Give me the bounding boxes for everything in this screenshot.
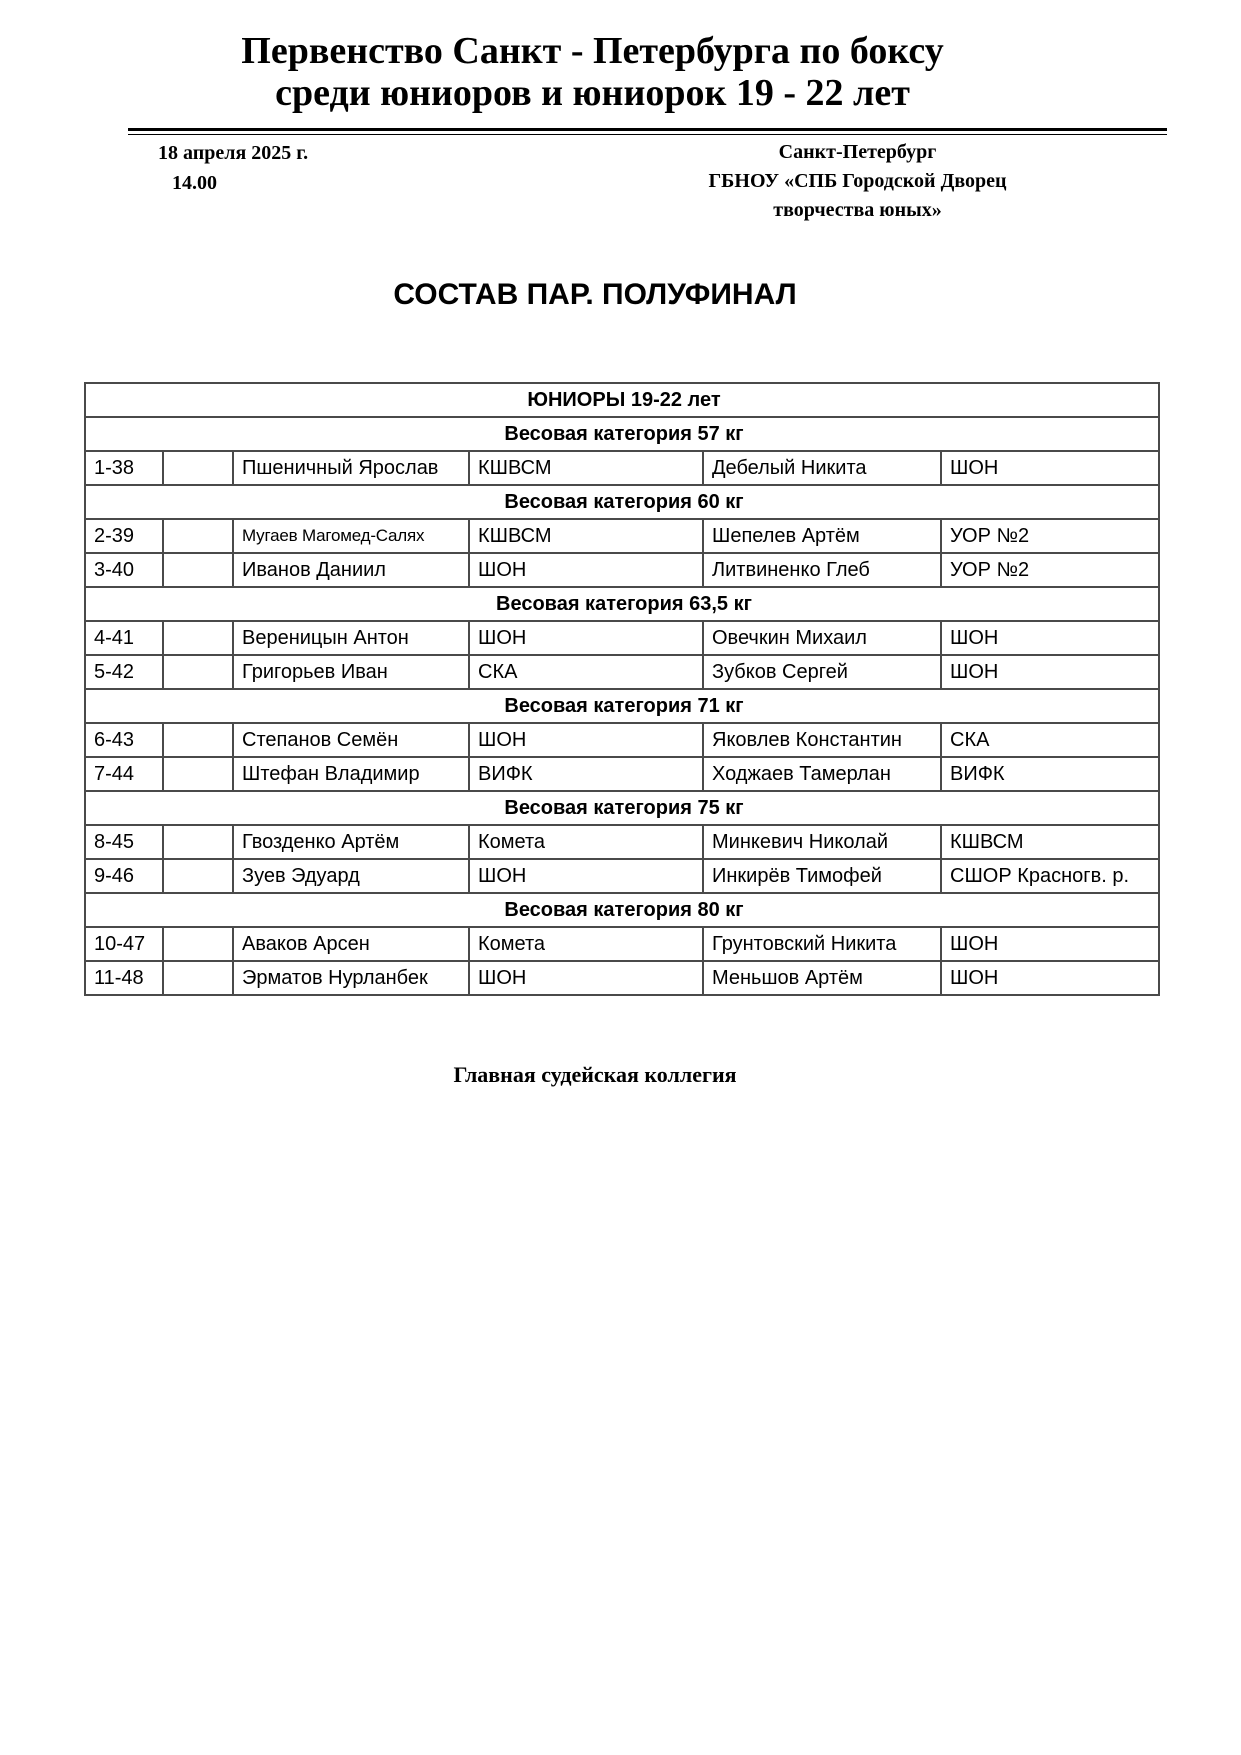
blue-corner-club-cell: ШОН xyxy=(941,655,1159,689)
red-corner-club-cell: Комета xyxy=(469,927,703,961)
red-corner-club-cell: Комета xyxy=(469,825,703,859)
bout-number-cell: 10-47 xyxy=(85,927,163,961)
blue-corner-name-cell: Яковлев Константин xyxy=(703,723,941,757)
weight-category-header: Весовая категория 71 кг xyxy=(85,689,1159,723)
document-title-line2: среди юниоров и юниорок 19 - 22 лет xyxy=(275,72,910,114)
weight-category-header: Весовая категория 57 кг xyxy=(85,417,1159,451)
empty-cell xyxy=(163,655,233,689)
event-date: 18 апреля 2025 г. xyxy=(158,142,309,164)
title-divider-rule xyxy=(128,128,1167,135)
event-info-row xyxy=(0,135,1241,235)
red-corner-club-cell: ШОН xyxy=(469,859,703,893)
table-row xyxy=(85,553,1159,587)
red-corner-name-cell: Гвозденко Артём xyxy=(233,825,469,859)
blue-corner-club-cell: ШОН xyxy=(941,961,1159,995)
table-row xyxy=(85,621,1159,655)
blue-corner-name-cell: Шепелев Артём xyxy=(703,519,941,553)
event-location xyxy=(687,138,1028,225)
red-corner-name-cell: Зуев Эдуард xyxy=(233,859,469,893)
blue-corner-name-cell: Дебелый Никита xyxy=(703,451,941,485)
weight-category-header-row xyxy=(85,791,1159,825)
document-title-line1: Первенство Санкт - Петербурга по боксу xyxy=(241,30,944,72)
document-title xyxy=(0,0,1185,114)
blue-corner-club-cell: СШОР Красногв. р. xyxy=(941,859,1159,893)
weight-category-header: Весовая категория 75 кг xyxy=(85,791,1159,825)
red-corner-club-cell: ВИФК xyxy=(469,757,703,791)
empty-cell xyxy=(163,723,233,757)
table-row xyxy=(85,723,1159,757)
pairs-table-body xyxy=(85,383,1159,995)
table-row xyxy=(85,825,1159,859)
event-venue-line2: творчества юных» xyxy=(773,199,942,221)
weight-category-header-row xyxy=(85,417,1159,451)
empty-cell xyxy=(163,961,233,995)
bout-number-cell: 8-45 xyxy=(85,825,163,859)
bout-number-cell: 1-38 xyxy=(85,451,163,485)
red-corner-name-cell: Иванов Даниил xyxy=(233,553,469,587)
table-row xyxy=(85,655,1159,689)
blue-corner-name-cell: Грунтовский Никита xyxy=(703,927,941,961)
red-corner-name-cell: Эрматов Нурланбек xyxy=(233,961,469,995)
red-corner-club-cell: КШВСМ xyxy=(469,519,703,553)
bout-number-cell: 7-44 xyxy=(85,757,163,791)
red-corner-name-cell: Степанов Семён xyxy=(233,723,469,757)
blue-corner-club-cell: СКА xyxy=(941,723,1159,757)
red-corner-club-cell: ШОН xyxy=(469,723,703,757)
weight-category-header: Весовая категория 63,5 кг xyxy=(85,587,1159,621)
table-row xyxy=(85,927,1159,961)
event-venue-line1: ГБНОУ «СПБ Городской Дворец xyxy=(708,170,1007,192)
blue-corner-name-cell: Ходжаев Тамерлан xyxy=(703,757,941,791)
table-row xyxy=(85,859,1159,893)
red-corner-name-cell: Мугаев Магомед-Салях xyxy=(233,519,469,553)
empty-cell xyxy=(163,757,233,791)
red-corner-club-cell: ШОН xyxy=(469,961,703,995)
blue-corner-name-cell: Овечкин Михаил xyxy=(703,621,941,655)
empty-cell xyxy=(163,859,233,893)
red-corner-name-cell: Вереницын Антон xyxy=(233,621,469,655)
weight-category-header-row xyxy=(85,485,1159,519)
red-corner-name-cell: Пшеничный Ярослав xyxy=(233,451,469,485)
bout-number-cell: 2-39 xyxy=(85,519,163,553)
red-corner-name-cell: Штефан Владимир xyxy=(233,757,469,791)
red-corner-name-cell: Григорьев Иван xyxy=(233,655,469,689)
weight-category-header-row xyxy=(85,587,1159,621)
blue-corner-name-cell: Инкирёв Тимофей xyxy=(703,859,941,893)
weight-category-header: Весовая категория 80 кг xyxy=(85,893,1159,927)
empty-cell xyxy=(163,825,233,859)
bout-number-cell: 6-43 xyxy=(85,723,163,757)
red-corner-name-cell: Аваков Арсен xyxy=(233,927,469,961)
blue-corner-name-cell: Зубков Сергей xyxy=(703,655,941,689)
blue-corner-club-cell: УОР №2 xyxy=(941,519,1159,553)
pairs-table xyxy=(84,382,1160,996)
event-city: Санкт-Петербург xyxy=(778,141,937,163)
blue-corner-club-cell: УОР №2 xyxy=(941,553,1159,587)
blue-corner-name-cell: Литвиненко Глеб xyxy=(703,553,941,587)
bout-number-cell: 5-42 xyxy=(85,655,163,689)
empty-cell xyxy=(163,553,233,587)
group-header-row xyxy=(85,383,1159,417)
empty-cell xyxy=(163,519,233,553)
blue-corner-club-cell: ШОН xyxy=(941,927,1159,961)
empty-cell xyxy=(163,927,233,961)
blue-corner-club-cell: ШОН xyxy=(941,621,1159,655)
group-header: ЮНИОРЫ 19-22 лет xyxy=(85,383,1159,417)
weight-category-header: Весовая категория 60 кг xyxy=(85,485,1159,519)
bout-number-cell: 9-46 xyxy=(85,859,163,893)
blue-corner-name-cell: Минкевич Николай xyxy=(703,825,941,859)
red-corner-club-cell: ШОН xyxy=(469,553,703,587)
blue-corner-club-cell: КШВСМ xyxy=(941,825,1159,859)
table-row xyxy=(85,519,1159,553)
event-time: 14.00 xyxy=(172,172,217,194)
table-row xyxy=(85,451,1159,485)
table-row xyxy=(85,961,1159,995)
red-corner-club-cell: СКА xyxy=(469,655,703,689)
red-corner-club-cell: ШОН xyxy=(469,621,703,655)
empty-cell xyxy=(163,451,233,485)
blue-corner-club-cell: ВИФК xyxy=(941,757,1159,791)
bout-number-cell: 3-40 xyxy=(85,553,163,587)
blue-corner-name-cell: Меньшов Артём xyxy=(703,961,941,995)
empty-cell xyxy=(163,621,233,655)
bout-number-cell: 11-48 xyxy=(85,961,163,995)
weight-category-header-row xyxy=(85,689,1159,723)
bout-number-cell: 4-41 xyxy=(85,621,163,655)
page-title: СОСТАВ ПАР. ПОЛУФИНАЛ xyxy=(393,278,797,311)
signature-heading: Главная судейская коллегия xyxy=(453,1062,737,1087)
weight-category-header-row xyxy=(85,893,1159,927)
event-datetime xyxy=(158,138,308,198)
table-row xyxy=(85,757,1159,791)
red-corner-club-cell: КШВСМ xyxy=(469,451,703,485)
blue-corner-club-cell: ШОН xyxy=(941,451,1159,485)
